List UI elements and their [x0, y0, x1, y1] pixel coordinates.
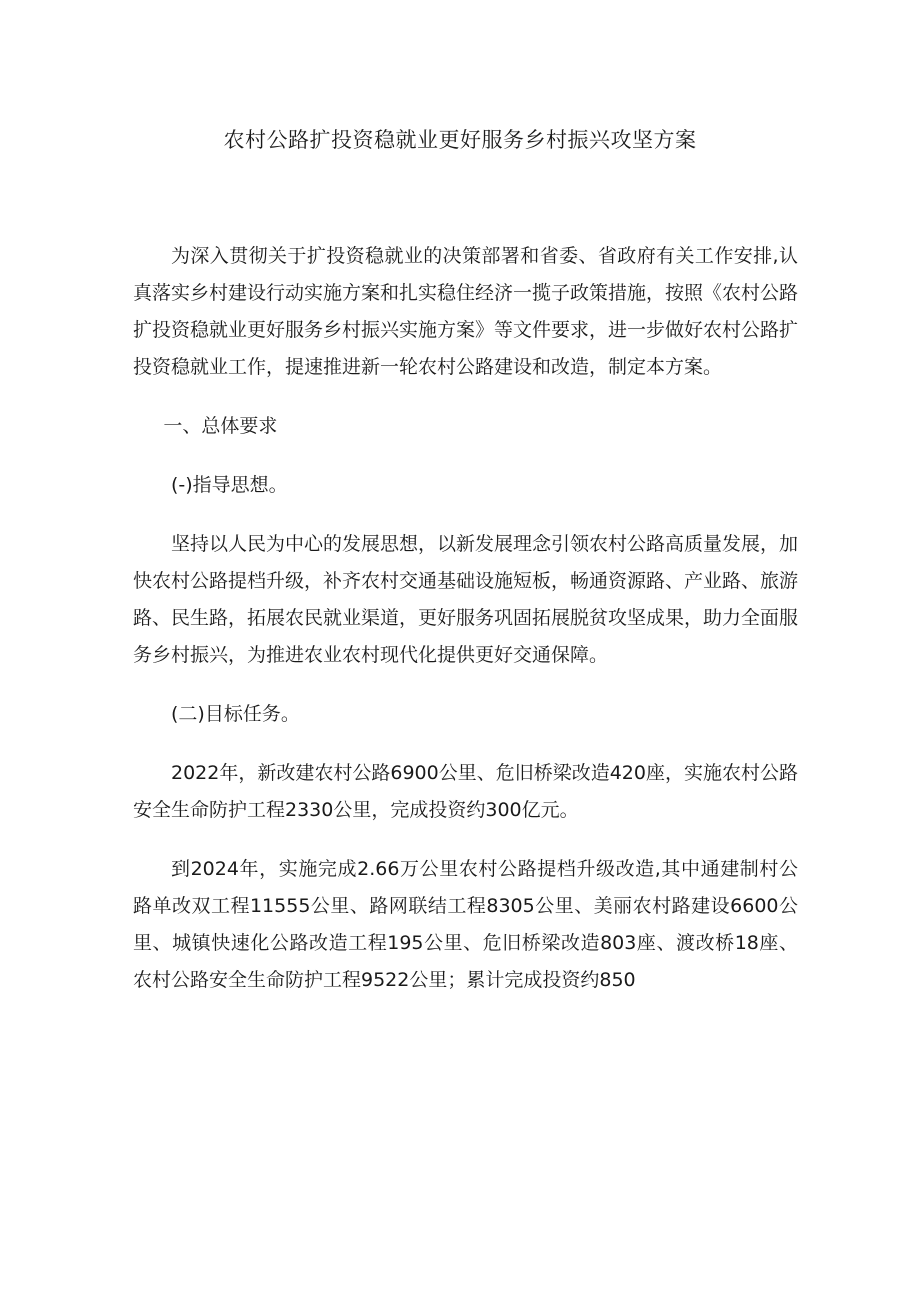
targets-paragraph-2024: 到2024年，实施完成2.66万公里农村公路提档升级改造,其中通建制村公路单改双工程11555公里、路网联结工程8305公里、美丽农村路建设6600公里、城镇快速化公路改造工程195公里、危旧桥梁改造803座、渡改桥18座、农村公路安全生命防护工程9522公里；累计完成投资约850 — [133, 858, 798, 991]
document-title: 农村公路扩投资稳就业更好服务乡村振兴攻坚方案 — [223, 128, 697, 152]
subsection-heading-guiding-ideology: (-)指导思想。 — [171, 474, 288, 496]
section-heading-overall-requirements: 一、总体要求 — [163, 415, 278, 437]
guiding-ideology-paragraph: 坚持以人民为中心的发展思想，以新发展理念引领农村公路高质量发展，加快农村公路提档升级，补齐农村交通基础设施短板，畅通资源路、产业路、旅游路、民生路，拓展农民就业渠道，更好服务巩固拓展脱贫攻坚成果，助力全面服务乡村振兴，为推进农业农村现代化提供更好交通保障。 — [133, 533, 799, 666]
subsection-heading-targets: (二)目标任务。 — [171, 703, 300, 725]
intro-paragraph: 为深入贯彻关于扩投资稳就业的决策部署和省委、省政府有关工作安排,认真落实乡村建设行动实施方案和扎实稳住经济一揽子政策措施，按照《农村公路扩投资稳就业更好服务乡村振兴实施方案》等文件要求，进一步做好农村公路扩投资稳就业工作，提速推进新一轮农村公路建设和改造，制定本方案。 — [133, 245, 799, 378]
document-body — [133, 238, 798, 999]
targets-paragraph-2022: 2022年，新改建农村公路6900公里、危旧桥梁改造420座，实施农村公路安全生命防护工程2330公里，完成投资约300亿元。 — [133, 762, 798, 821]
